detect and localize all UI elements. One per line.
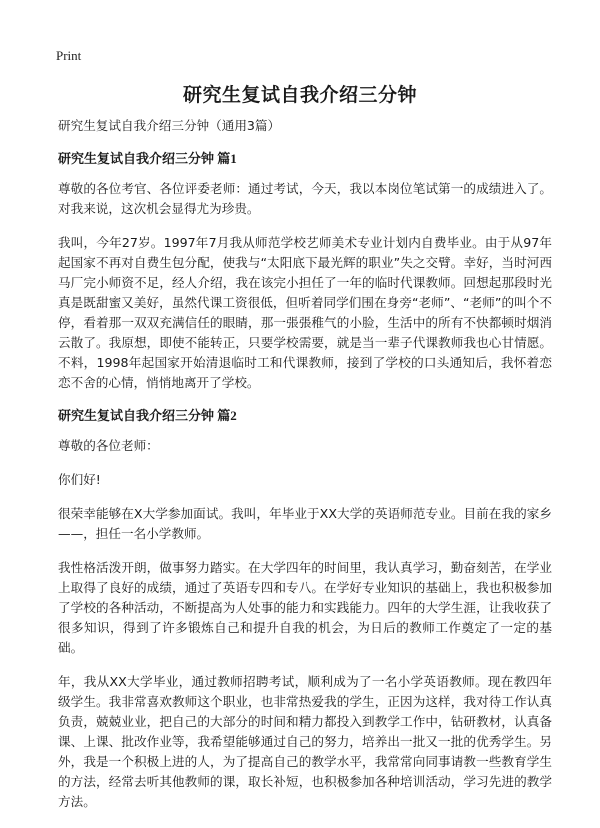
paragraph: 很荣幸能够在X大学参加面试。我叫，年毕业于XX大学的英语师范专业。目前在我的家乡——，担任一名小学教师。 [58,506,552,541]
print-link[interactable]: Print [56,48,82,63]
paragraph: 我叫，今年27岁。1997年7月我从师范学校艺师美术专业计划内自费毕业。由于从97年起国家不再对自费生包分配，使我与“太阳底下最光辉的职业”失之交臂。幸好，当时河西马厂完小师资不足，经人介绍，我在该完小担任了一年的临时代课教师。回想起那段时光真是既甜蜜又美好，虽然代课工资很低，但听着同学们围在身旁“老师”、“老师”的叫个不停，看着那一双双充满信任的眼睛，那一張張稚气的小脸，生活中的所有不快都顿时烟消云散了。我原想，即使不能转正，只要学校需要，就是当一辈子代课教师我也心甘情愿。不料，1998年起国家开始清退临时工和代课教师，接到了学校的口头通知后，我怀着恋恋不舍的心情，悄悄地离开了学校。 [58,235,552,390]
paragraph: 尊敬的各位考官、各位评委老师：通过考试，今天，我以本岗位笔试第一的成绩进入了。对我来说，这次机会显得尤为珍贵。 [58,181,552,216]
section-heading: 研究生复试自我介绍三分钟 篇2 [58,408,237,423]
section-1 [58,150,552,393]
paragraph: 你们好! [58,472,101,487]
document-body [58,116,552,826]
paragraph: 年，我从XX大学毕业，通过教师招聘考试，顺利成为了一名小学英语教师。现在教四年级学生。我非常喜欢教师这个职业，也非常热爱我的学生，正因为这样，我对待工作认真负责，兢兢业业，把自己的大部分的时间和精力都投入到教学工作中，钻研教材，认真备课、上课、批改作业等，我希望能够通过自己的努力，培养出一批又一批的优秀学生。另外，我是一个积极上进的人，为了提高自己的教学水平，我常常向同事请教一些教育学生的方法，经常去听其他教师的课，取长补短，也积极参加各种培训活动，学习先进的教学方法。 [58,674,552,809]
section-heading: 研究生复试自我介绍三分钟 篇1 [58,151,237,166]
document-subtitle: 研究生复试自我介绍三分钟（通用3篇） [58,118,281,133]
paragraph: 我性格活泼开朗，做事努力踏实。在大学四年的时间里，我认真学习，勤奋刻苦，在学业上取得了良好的成绩，通过了英语专四和专八。在学好专业知识的基础上，我也积极参加了学校的各种活动，不断提高为人处事的能力和实践能力。四年的大学生涯，让我收获了很多知识，得到了许多锻炼自己和提升自我的机会，为日后的教师工作奠定了一定的基础。 [58,560,552,655]
document-title: 研究生复试自我介绍三分钟 [182,84,417,106]
paragraph: 尊敬的各位老师： [58,438,159,453]
section-2 [58,407,552,812]
